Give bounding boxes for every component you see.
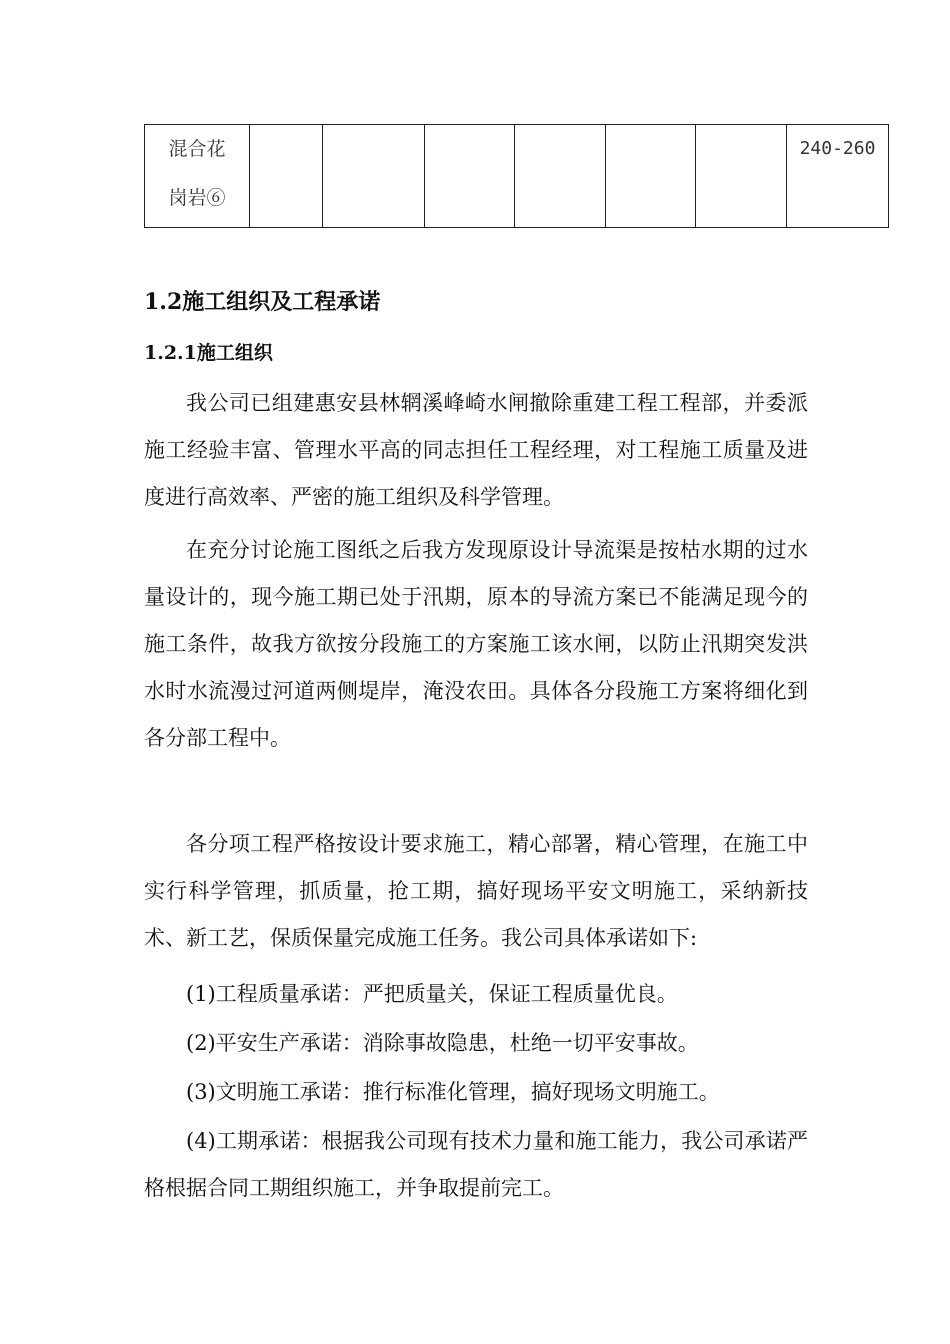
paragraph-organization: 我公司已组建惠安县林辋溪峰崎水闸撤除重建工程工程部，并委派施工经验丰富、管理水平高的同志担任工程经理，对工程施工质量及进度进行高效率、严密的施工组织及科学管理。 — [144, 391, 808, 509]
table-cell-empty — [425, 125, 515, 228]
stratum-name-cell — [145, 125, 250, 228]
commitment-civilized: (3)文明施工承诺：推行标准化管理，搞好现场文明施工。 — [186, 1080, 720, 1104]
table-cell-empty — [250, 125, 323, 228]
soil-parameter-table — [144, 124, 889, 228]
commitment-safety: (2)平安生产承诺：消除事故隐患，杜绝一切平安事故。 — [186, 1031, 699, 1055]
table-cell-empty — [696, 125, 787, 228]
table-row — [145, 125, 889, 228]
table-cell-empty — [606, 125, 696, 228]
table-cell-empty — [515, 125, 606, 228]
stratum-name-line1: 混合花 — [168, 138, 226, 160]
section-heading: 1.2施工组织及工程承诺 — [144, 289, 381, 315]
table-cell-empty — [323, 125, 425, 228]
subsection-heading: 1.2.1施工组织 — [144, 342, 273, 364]
paragraph-commitment-intro: 各分项工程严格按设计要求施工，精心部署，精心管理，在施工中实行科学管理，抓质量，抢工期，搞好现场平安文明施工，采纳新技术、新工艺，保质保量完成施工任务。我公司具体承诺如下: — [144, 832, 808, 950]
commitment-quality: (1)工程质量承诺：严把质量关，保证工程质量优良。 — [186, 982, 678, 1006]
commitment-schedule: (4)工期承诺：根据我公司现有技术力量和施工能力，我公司承诺严格根据合同工期组织施工，并争取提前完工。 — [144, 1129, 808, 1200]
paragraph-diversion-plan: 在充分讨论施工图纸之后我方发现原设计导流渠是按枯水期的过水量设计的，现今施工期已处于汛期，原本的导流方案已不能满足现今的施工条件，故我方欲按分段施工的方案施工该水闸，以防止汛期突发洪水时水流漫过河道两侧堤岸，淹没农田。具体各分段施工方案将细化到各分部工程中。 — [144, 538, 808, 750]
stratum-value-cell: 240-260 — [787, 125, 889, 228]
stratum-name-line2: 岗岩⑥ — [168, 187, 226, 209]
